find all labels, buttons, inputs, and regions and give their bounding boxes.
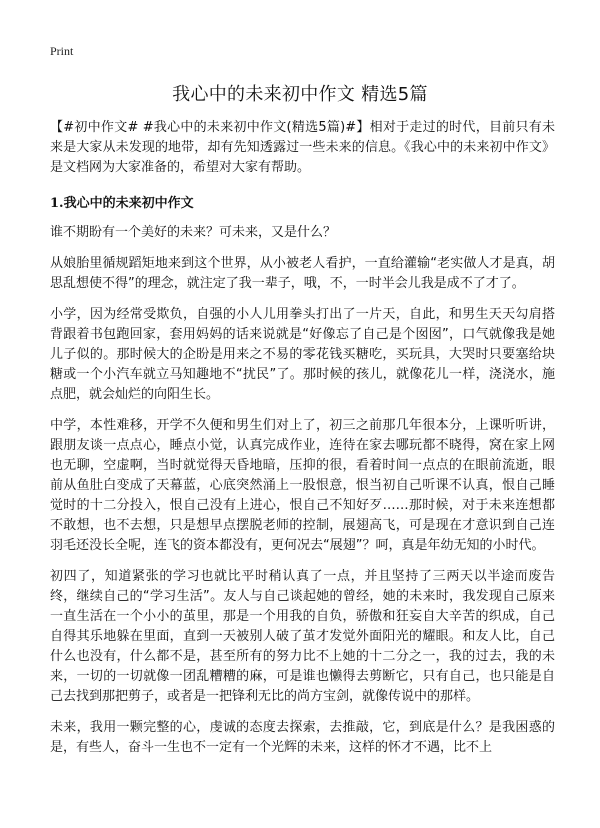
document-body [50,118,555,769]
document-title: 我心中的未来初中作文 精选5篇 [172,84,428,105]
body-paragraph: 从娘胎里循规蹈矩地来到这个世界，从小被老人看护，一直给灌输“老实做人才是真，胡思乱想使不得”的理念，就注定了我一辈子，哦，不，一时半会儿我是成不了才了。 [50,256,555,291]
intro-paragraph: 【#初中作文# #我心中的未来初中作文(精选5篇)#】相对于走过的时代，目前只有未来是大家从未发现的地带，却有先知透露过一些未来的信息。《我心中的未来初中作文》是文档网为大家准备的，希望对大家有帮助。 [50,120,555,175]
body-paragraph: 小学，因为经常受欺负，自强的小人儿用拳头打出了一片天，自此，和男生天天勾肩搭背跟着书包跑回家，套用妈妈的话来说就是“好像忘了自己是个囡囡”，口气就像我是她儿子似的。那时候大的企盼是用来之不易的零花钱买糖吃，买玩具，大哭时只要塞给块糖或一个小汽车就立马知趣地不“扰民”了。那时候的孩儿，就像花儿一样，浇浇水，施点肥，就会灿烂的向阳生长。 [50,307,555,402]
section-heading: 1.我心中的未来初中作文 [50,196,194,211]
print-label: Print [50,44,74,58]
body-paragraph: 谁不期盼有一个美好的未来？可未来，又是什么？ [50,225,337,240]
body-paragraph: 未来，我用一颗完整的心，虔诚的态度去探索，去推敲，它，到底是什么？是我困惑的是，有些人，奋斗一生也不一定有一个光辉的未来，这样的怀才不遇，比不上 [50,720,555,755]
body-paragraph: 初四了，知道紧张的学习也就比平时稍认真了一点，并且坚持了三两天以半途而废告终，继续自己的“学习生活”。友人与自己谈起她的曾经，她的未来时，我发现自己原来一直生活在一个小小的茧里，那是一个用我的自负，骄傲和狂妄自大辛苦的织成，自己自得其乐地躲在里面，直到一天被别人破了茧才发觉外面阳光的耀眼。和友人比，自己什么也没有，什么都不是，甚至所有的努力比不上她的十二分之一，我的过去，我的未来，一切的一切就像一团乱糟糟的麻，可是谁也懒得去剪断它，只有自己，也只能是自己去找到那把剪子，或者是一把锋利无比的尚方宝剑，就像传说中的那样。 [50,569,555,704]
body-paragraph: 中学，本性难移，开学不久便和男生们对上了，初三之前那几年很本分，上课听听讲，跟朋友谈一点点心，睡点小觉，认真完成作业，连待在家去哪玩都不晓得，窝在家上网也无聊，空虚啊，当时就觉得天昏地暗，压抑的很，看着时间一点点的在眼前流逝，眼前从鱼肚白变成了天幕蓝，心底突然涌上一股恨意，恨当初自己听课不认真，恨自己睡觉时的十二分投入，恨自己没有上进心，恨自己不知好歹……那时候，对于未来连想都不敢想，也不去想，只是想早点摆脱老师的控制，展翅高飞，可是现在才意识到自己连羽毛还没长全呢，连飞的资本都没有，更何况去“展翅”？呵，真是年幼无知的小时代。 [50,418,555,553]
